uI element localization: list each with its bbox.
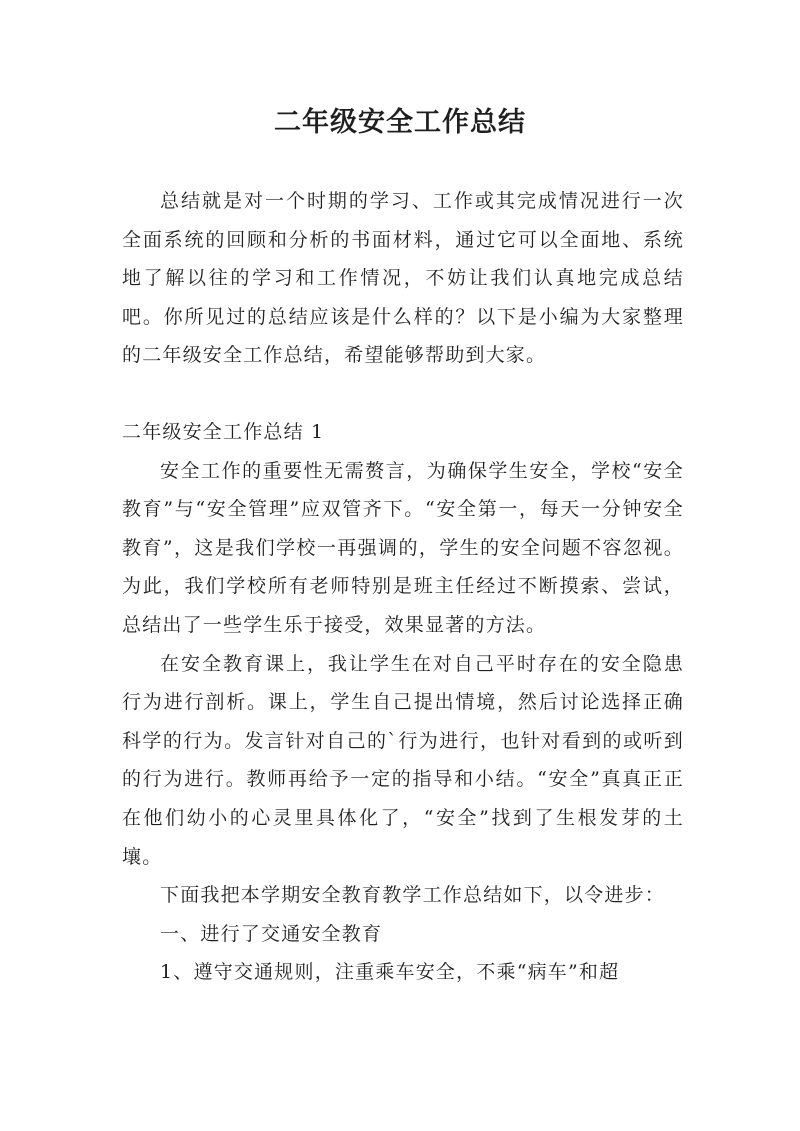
subheading-traffic-safety: 一、进行了交通安全教育 xyxy=(160,922,383,945)
document-body xyxy=(122,182,684,992)
paragraph-gap xyxy=(122,375,684,413)
section-heading: 二年级安全工作总结 1 xyxy=(122,420,325,443)
list-item-1: 1、遵守交通规则，注重乘车安全，不乘“病车”和超 xyxy=(160,961,620,984)
body-paragraph-2: 在安全教育课上，我让学生在对自己平时存在的安全隐患行为进行剖析。课上，学生自己提出情境，然后讨论选择正确科学的行为。发言针对自己的`行为进行，也针对看到的或听到的行为进行。教师再给予一定的指导和小结。“安全”真真正正在他们幼小的心灵里具体化了，“安全”找到了生根发芽的土壤。 xyxy=(122,652,684,868)
body-paragraph-1: 安全工作的重要性无需赘言，为确保学生安全，学校“安全教育”与“安全管理”应双管齐下。“安全第一，每天一分钟安全教育”，这是我们学校一再强调的，学生的安全问题不容忽视。为此，我们学校所有老师特别是班主任经过不断摸索、尝试，总结出了一些学生乐于接受，效果显著的方法。 xyxy=(122,459,684,636)
body-paragraph-3: 下面我把本学期安全教育教学工作总结如下，以令进步： xyxy=(160,884,666,907)
document-title: 二年级安全工作总结 xyxy=(274,107,526,138)
intro-paragraph: 总结就是对一个时期的学习、工作或其完成情况进行一次全面系统的回顾和分析的书面材料，通过它可以全面地、系统地了解以往的学习和工作情况，不妨让我们认真地完成总结吧。你所见过的总结应该是什么样的？以下是小编为大家整理的二年级安全工作总结，希望能够帮助到大家。 xyxy=(122,190,684,367)
